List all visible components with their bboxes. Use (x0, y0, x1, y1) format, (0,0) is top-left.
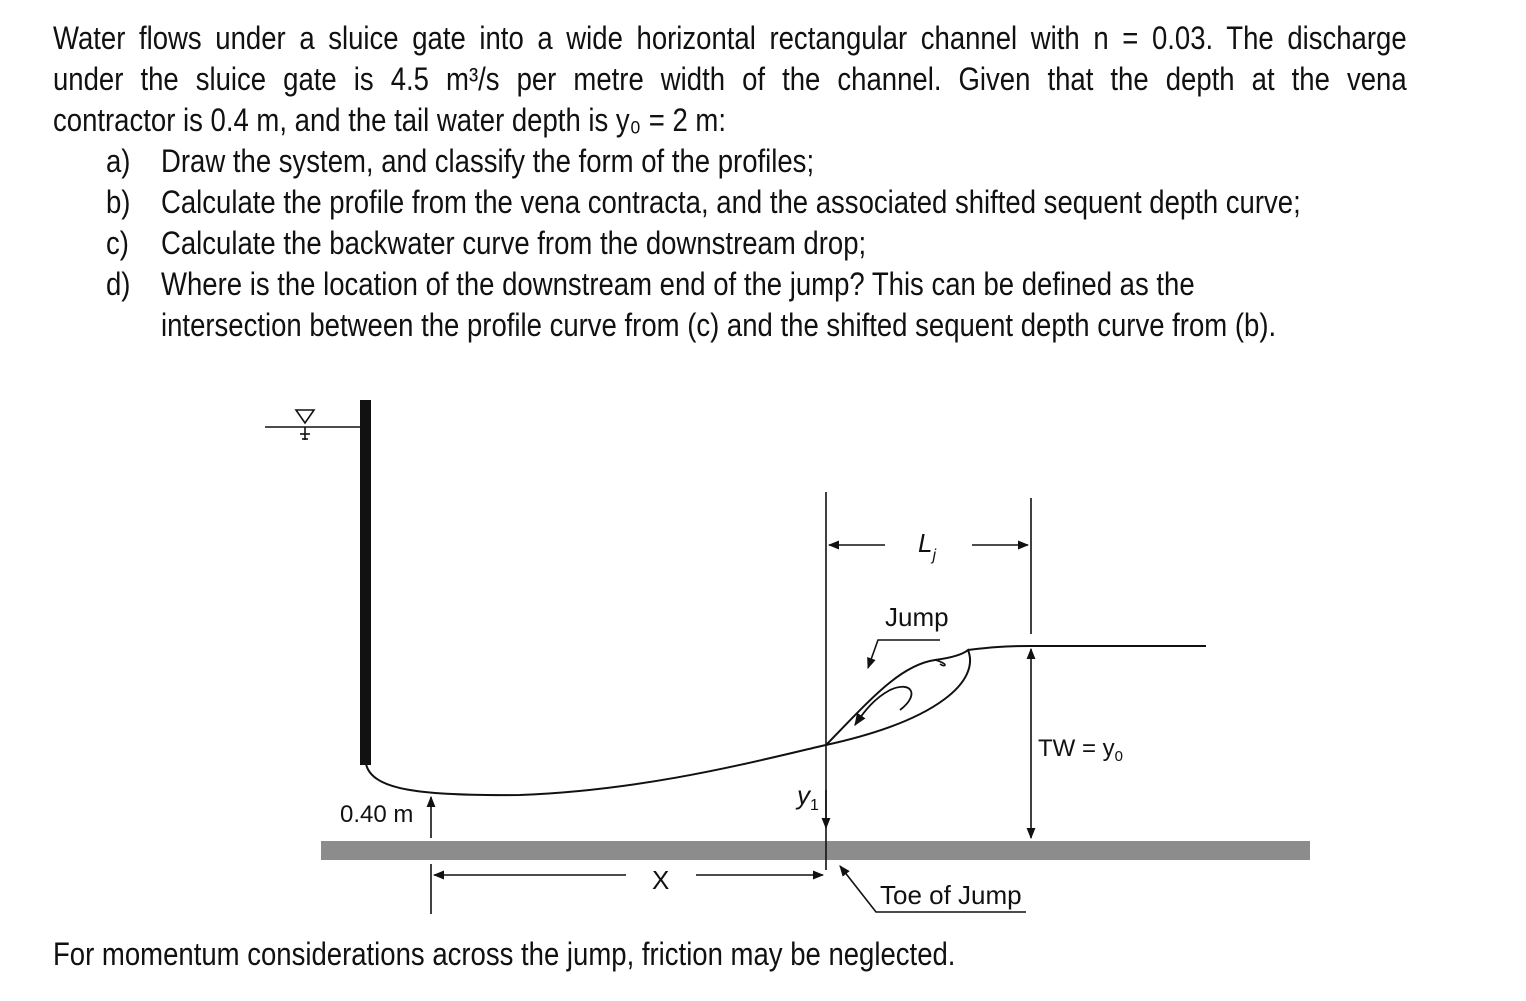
tw-label-main: TW = y (1038, 735, 1115, 762)
y1-label-sub: 1 (810, 797, 819, 814)
supercritical-profile (366, 745, 826, 795)
jump-pointer-arrow (868, 640, 940, 668)
lj-label-sub: j (932, 547, 937, 564)
lj-label (918, 528, 936, 564)
part-a-text: Draw the system, and classify the form of the profiles; (161, 143, 815, 179)
tw-label-sub: 0 (1114, 748, 1124, 765)
intro-line-1: Water flows under a sluice gate into a wide horizontal rectangular channel with n = 0.03. The discharge (53, 20, 1407, 56)
footer-note: For momentum considerations across the jump, friction may be neglected. (53, 936, 956, 972)
jump-roller (826, 650, 970, 745)
jump-eddy (935, 660, 945, 666)
intro-line-3: contractor is 0.4 m, and the tail water depth is y₀ = 2 m: (53, 102, 726, 138)
water-level-symbol (265, 410, 360, 440)
part-b-marker: b) (106, 184, 131, 220)
jump-surface (968, 646, 1206, 650)
part-c-text: Calculate the backwater curve from the downstream drop; (161, 225, 867, 261)
toe-of-jump-label: Toe of Jump (880, 880, 1022, 910)
part-d-marker: d) (106, 266, 131, 302)
part-d-text-line-2: intersection between the profile curve from (c) and the shifted sequent depth curve from (b). (161, 307, 1277, 343)
y1-label-main: y (797, 780, 810, 810)
part-b-text: Calculate the profile from the vena contracta, and the associated shifted sequent depth curve; (161, 184, 1301, 220)
x-label: X (652, 865, 670, 895)
sluice-gate (360, 400, 371, 765)
gate-depth-label: 0.40 m (340, 801, 414, 828)
part-a-marker: a) (106, 143, 131, 179)
part-d-text: Where is the location of the downstream end of the jump? This can be defined as the (161, 266, 1195, 302)
part-c-marker: c) (106, 225, 129, 261)
intro-line-2: under the sluice gate is 4.5 m³/s per metre width of the channel. Given that the depth at the vena (53, 61, 1407, 97)
lj-label-main: L (918, 528, 933, 558)
jump-label: Jump (885, 602, 949, 632)
channel-bed (321, 841, 1310, 860)
y1-label (795, 780, 819, 814)
tw-label (1038, 735, 1123, 765)
